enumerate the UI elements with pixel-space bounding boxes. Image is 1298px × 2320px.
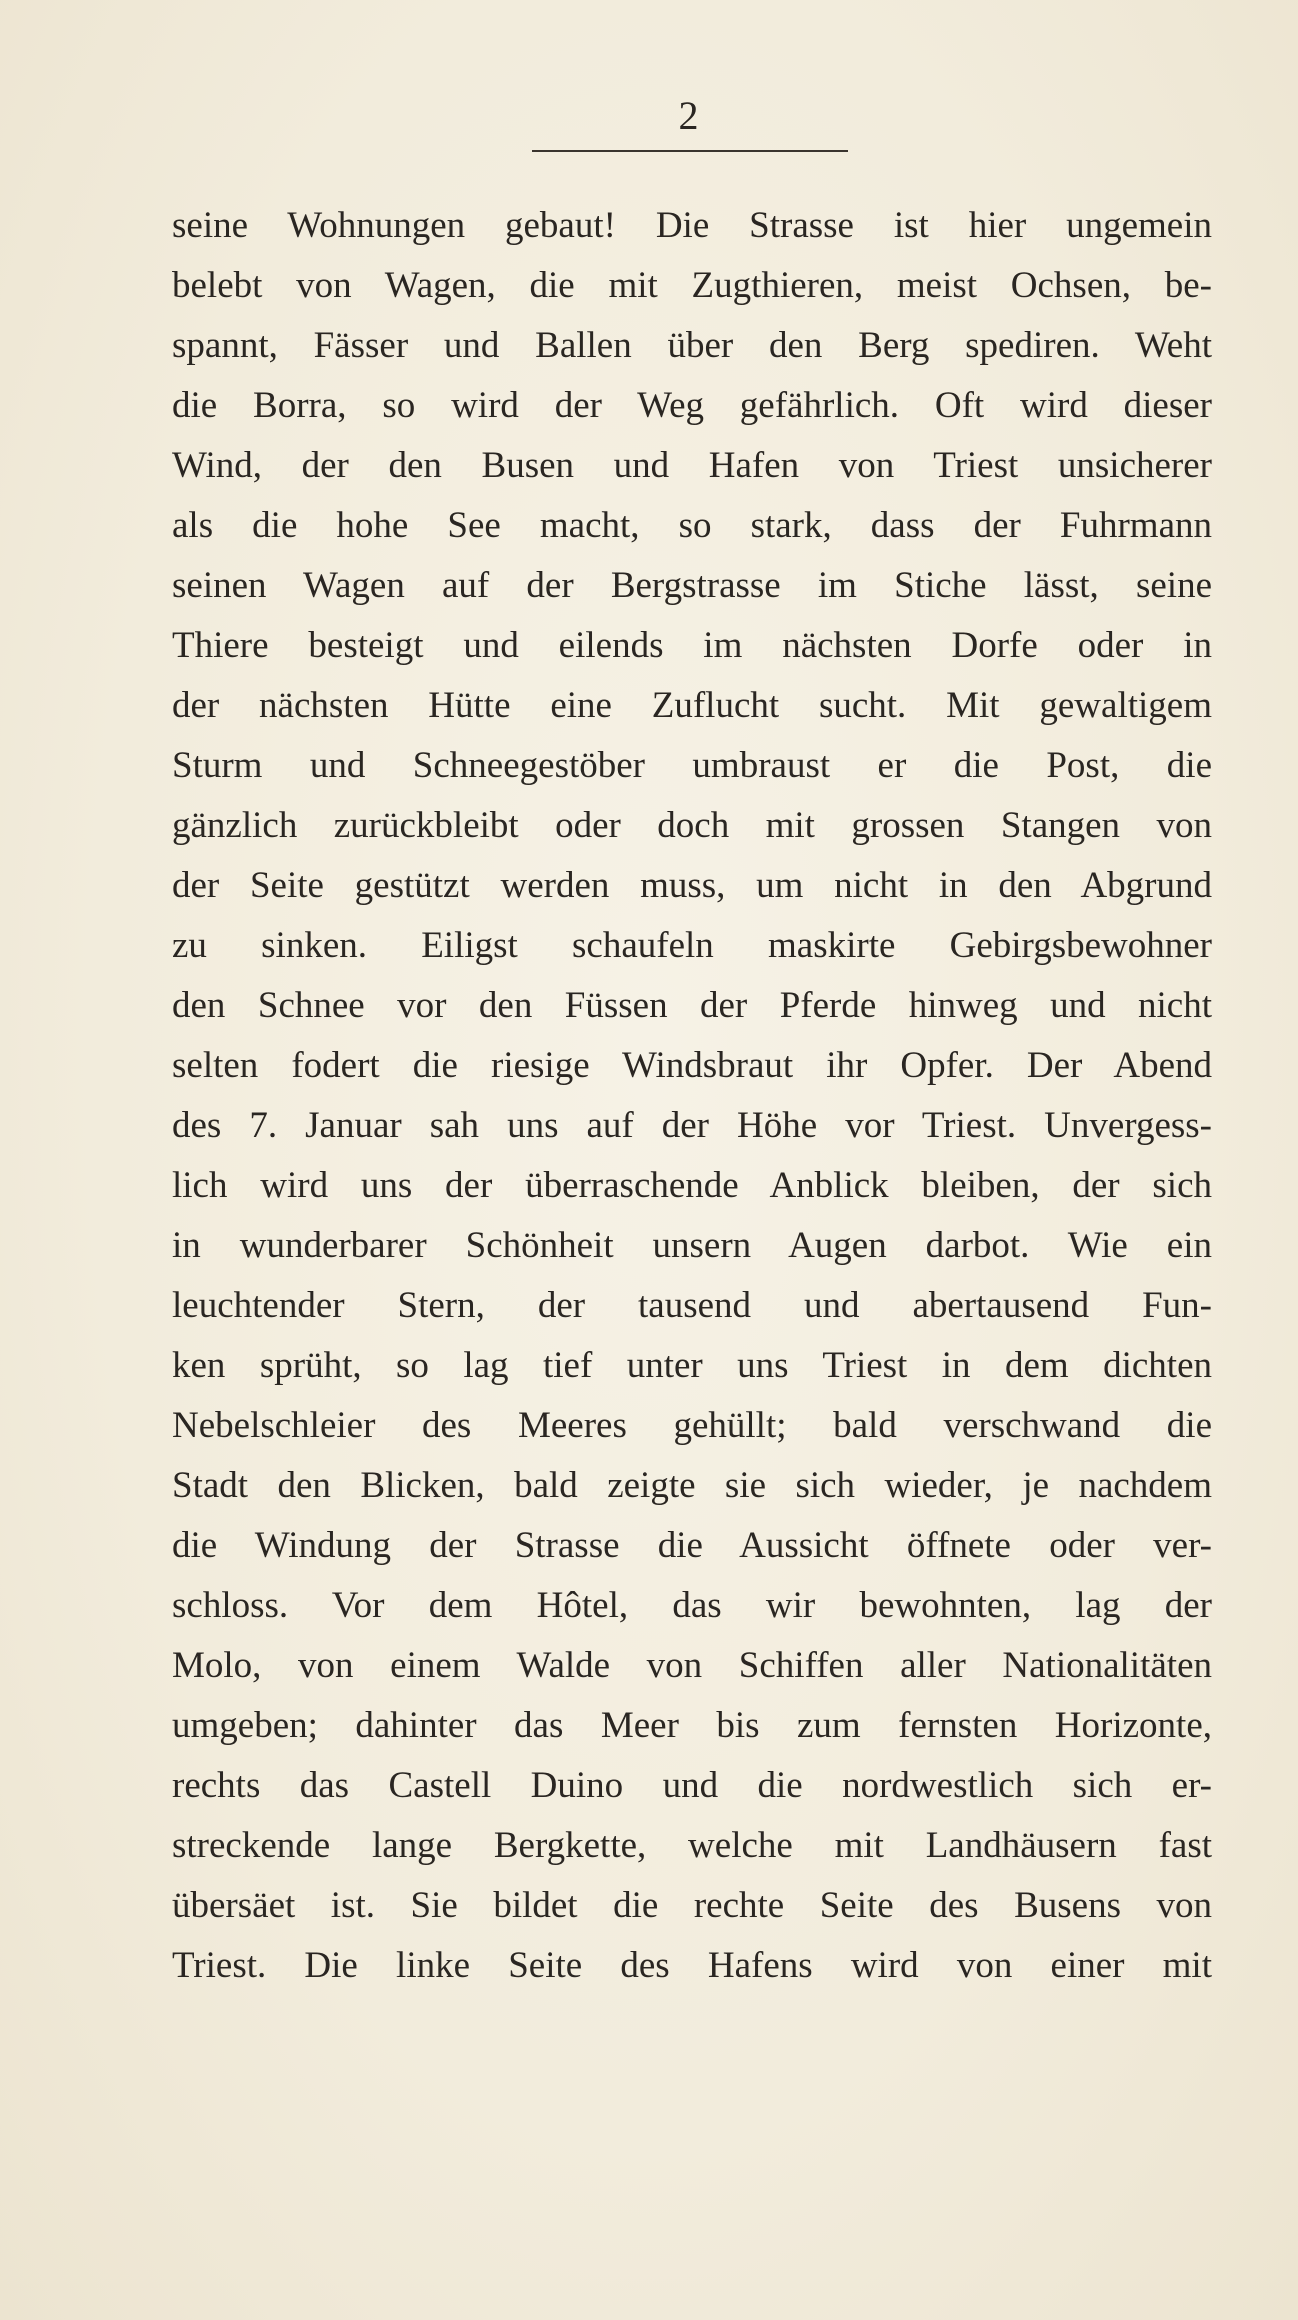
text-line: die Borra, so wird der Weg gefährlich. Oft wird dieser — [172, 385, 1212, 426]
header-rule — [532, 150, 848, 152]
text-line: Stadt den Blicken, bald zeigte sie sich wieder, je nachdem — [172, 1465, 1212, 1506]
text-line: Nebelschleier des Meeres gehüllt; bald verschwand die — [172, 1405, 1212, 1446]
text-line: als die hohe See macht, so stark, dass der Fuhrmann — [172, 505, 1212, 546]
text-line: der Seite gestützt werden muss, um nicht in den Abgrund — [172, 865, 1212, 906]
body-text — [172, 196, 1212, 1996]
text-line: die Windung der Strasse die Aussicht öffnete oder ver- — [172, 1525, 1212, 1566]
text-line: seine Wohnungen gebaut! Die Strasse ist hier ungemein — [172, 205, 1212, 246]
text-line: Thiere besteigt und eilends im nächsten Dorfe oder in — [172, 625, 1212, 666]
text-line: des 7. Januar sah uns auf der Höhe vor Triest. Unvergess- — [172, 1105, 1212, 1146]
text-line: umgeben; dahinter das Meer bis zum fernsten Horizonte, — [172, 1705, 1212, 1746]
text-line: zu sinken. Eiligst schaufeln maskirte Gebirgsbewohner — [172, 925, 1212, 966]
text-line: der nächsten Hütte eine Zuflucht sucht. Mit gewaltigem — [172, 685, 1212, 726]
text-line: übersäet ist. Sie bildet die rechte Seite des Busens von — [172, 1885, 1212, 1926]
text-line: den Schnee vor den Füssen der Pferde hinweg und nicht — [172, 985, 1212, 1026]
text-line: in wunderbarer Schönheit unsern Augen darbot. Wie ein — [172, 1225, 1212, 1266]
text-line: belebt von Wagen, die mit Zugthieren, meist Ochsen, be- — [172, 265, 1212, 306]
text-line: streckende lange Bergkette, welche mit Landhäusern fast — [172, 1825, 1212, 1866]
text-line: Wind, der den Busen und Hafen von Triest unsicherer — [172, 445, 1212, 486]
text-line: ken sprüht, so lag tief unter uns Triest in dem dichten — [172, 1345, 1212, 1386]
text-line: selten fodert die riesige Windsbraut ihr Opfer. Der Abend — [172, 1045, 1212, 1086]
text-line: leuchtender Stern, der tausend und abertausend Fun- — [172, 1285, 1212, 1326]
text-line: Molo, von einem Walde von Schiffen aller Nationalitäten — [172, 1645, 1212, 1686]
text-line: lich wird uns der überraschende Anblick bleiben, der sich — [172, 1165, 1212, 1206]
text-line: spannt, Fässer und Ballen über den Berg spediren. Weht — [172, 325, 1212, 366]
text-line: gänzlich zurückbleibt oder doch mit grossen Stangen von — [172, 805, 1212, 846]
text-line: Sturm und Schneegestöber umbraust er die Post, die — [172, 745, 1212, 786]
text-line: schloss. Vor dem Hôtel, das wir bewohnten, lag der — [172, 1585, 1212, 1626]
text-line: seinen Wagen auf der Bergstrasse im Stiche lässt, seine — [172, 565, 1212, 606]
text-line: Triest. Die linke Seite des Hafens wird von einer mit — [172, 1945, 1212, 1986]
page-number: 2 — [678, 93, 700, 138]
text-line: rechts das Castell Duino und die nordwestlich sich er- — [172, 1765, 1212, 1806]
